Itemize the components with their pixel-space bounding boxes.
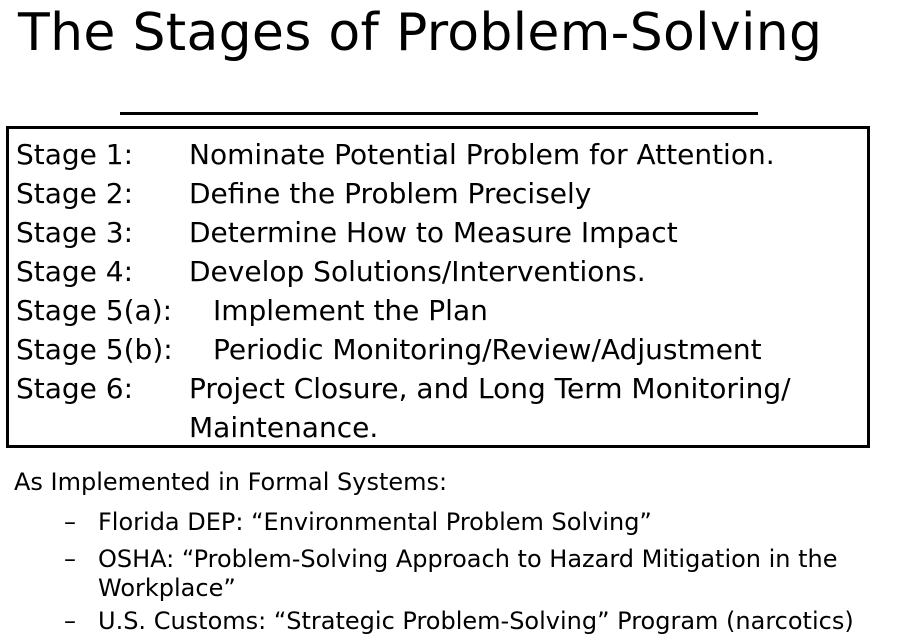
dash-bullet: –: [64, 607, 76, 635]
list-item-text: Florida DEP: “Environmental Problem Solving”: [98, 508, 652, 536]
stage-text: Project Closure, and Long Term Monitoring/: [189, 372, 791, 405]
stage-text: Periodic Monitoring/Review/Adjustment: [213, 333, 762, 366]
list-item-text: OSHA: “Problem-Solving Approach to Hazard Mitigation in the Workplace”: [98, 545, 838, 602]
stage-label: Stage 3:: [16, 216, 134, 249]
title-underline: [120, 112, 758, 115]
page-title: The Stages of Problem-Solving: [18, 3, 823, 63]
stage-label: Stage 2:: [16, 177, 134, 210]
stages-box: [6, 126, 870, 448]
stage-label: Stage 5(a):: [16, 294, 173, 327]
stage-label: Stage 1:: [16, 138, 134, 171]
stage-text-continuation: Maintenance.: [189, 411, 379, 444]
stage-text: Define the Problem Precisely: [189, 177, 592, 210]
dash-bullet: –: [64, 545, 76, 573]
list-item-text: U.S. Customs: “Strategic Problem-Solving” Program (narcotics): [98, 607, 854, 635]
stage-text: Develop Solutions/Interventions.: [189, 255, 646, 288]
dash-bullet: –: [64, 508, 76, 536]
stage-label: Stage 6:: [16, 372, 134, 405]
stage-text: Implement the Plan: [213, 294, 488, 327]
implemented-heading: As Implemented in Formal Systems:: [14, 468, 448, 496]
stage-text: Determine How to Measure Impact: [189, 216, 678, 249]
stage-text: Nominate Potential Problem for Attention.: [189, 138, 775, 171]
stage-label: Stage 5(b):: [16, 333, 173, 366]
stage-label: Stage 4:: [16, 255, 134, 288]
